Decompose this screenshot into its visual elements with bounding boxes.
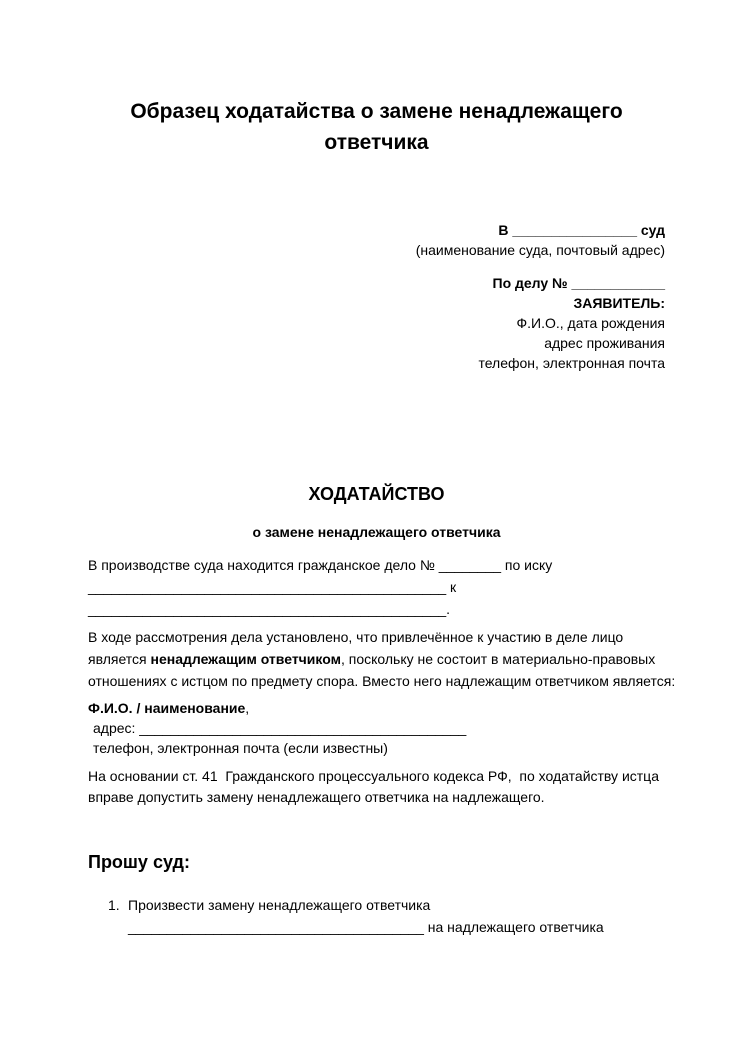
applicant-contact-line: телефон, электронная почта (478, 355, 665, 371)
grounds-text-pre: В ходе рассмотрения дела установлено, что привлечённое к участию в деле лицо является (88, 629, 624, 667)
proper-defendant-block (88, 698, 665, 758)
applicant-address-line: адрес проживания (544, 335, 665, 351)
proper-defendant-address-line: адрес: __________________________________________ (93, 720, 467, 736)
document-title: Образец ходатайства о замене ненадлежащего ответчика (130, 100, 623, 154)
plaintiff-blank-line: ______________________________________________ к (88, 579, 457, 595)
motion-title: ХОДАТАЙСТВО (308, 484, 445, 504)
request-item-content (128, 894, 665, 938)
motion-subtitle: о замене ненадлежащего ответчика (252, 524, 501, 540)
fio-label: Ф.И.О. / наименование (88, 700, 246, 716)
proper-defendant-name-line (88, 698, 665, 718)
grounds-paragraph (88, 626, 683, 692)
court-name-line: В ________________ суд (498, 222, 665, 238)
case-paragraph (88, 554, 665, 620)
applicant-name-line: Ф.И.О., дата рождения (516, 315, 665, 331)
request-list (88, 894, 665, 938)
request-heading: Прошу суд: (88, 852, 190, 872)
request-item-marker: 1. (108, 897, 120, 913)
applicant-label: ЗАЯВИТЕЛЬ: (573, 295, 665, 311)
request-item-line: Произвести замену ненадлежащего ответчика (128, 897, 431, 913)
proper-defendant-contact-line: телефон, электронная почта (если известны) (93, 740, 388, 756)
fio-comma: , (245, 700, 250, 716)
case-paragraph-line: В производстве суда находится гражданское дело № ________ по иску (88, 557, 553, 573)
defendant-blank-line: ______________________________________________. (88, 601, 451, 617)
court-header-block (88, 220, 665, 373)
case-number-line: По делу № ____________ (492, 275, 665, 291)
grounds-text-bold: ненадлежащим ответчиком (150, 651, 341, 667)
legal-basis-paragraph: На основании ст. 41 Гражданского процессуального кодекса РФ, по ходатайству истца вправе допустить замену ненадлежащего ответчика на надлежащего. (88, 768, 663, 805)
grounds-text-post: , поскольку не состоит в материально-правовых отношениях с истцом по предмету спора. Вместо него надлежащим ответчиком является: (88, 651, 676, 689)
request-item-blank-line: ______________________________________ на надлежащего ответчика (128, 919, 604, 935)
court-hint-line: (наименование суда, почтовый адрес) (415, 242, 665, 258)
request-item (88, 894, 665, 938)
